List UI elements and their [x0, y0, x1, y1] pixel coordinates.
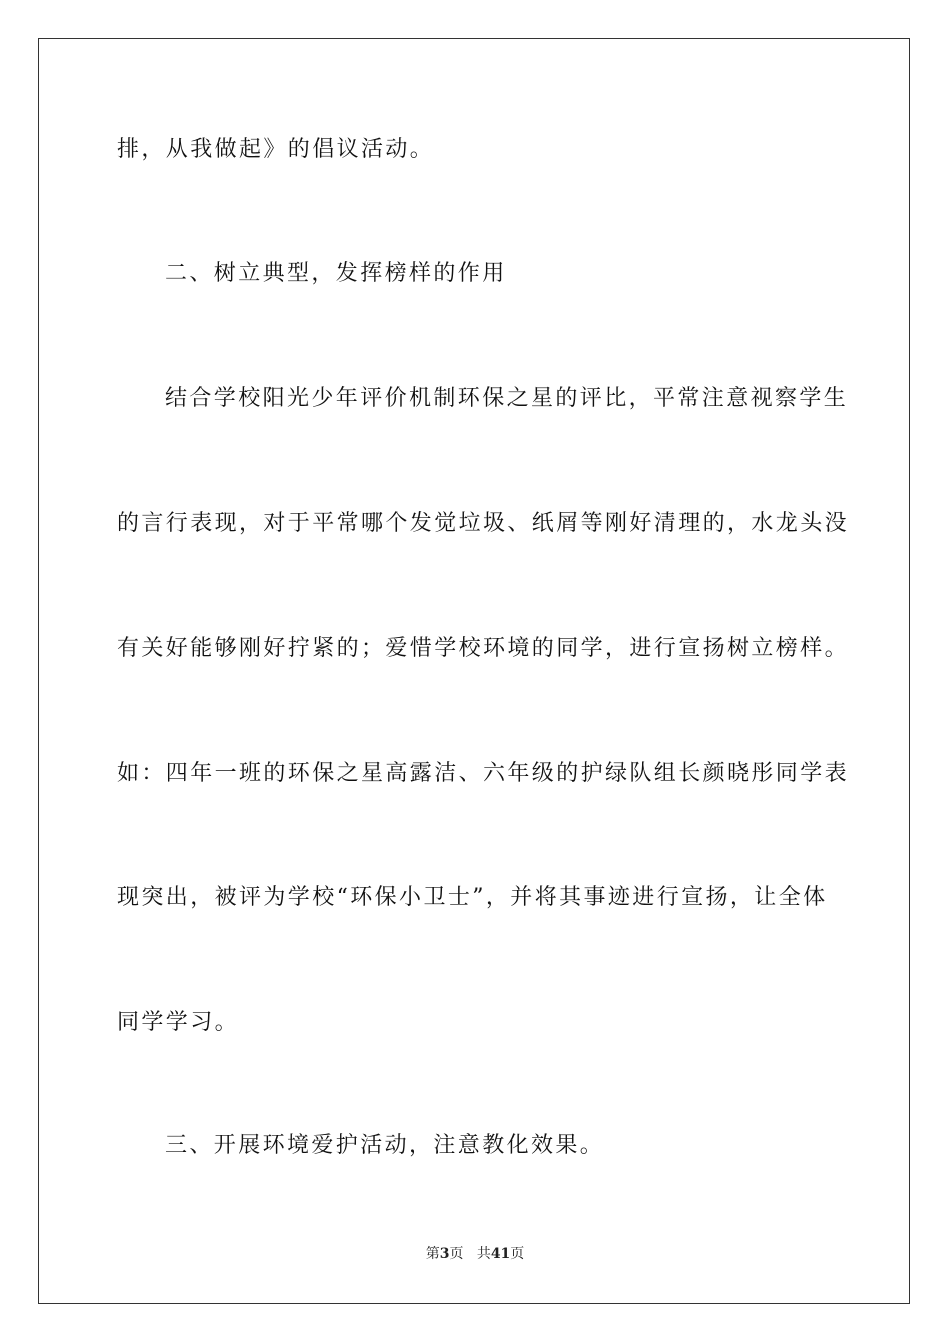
page-border — [38, 38, 910, 1304]
section-heading-2: 二、树立典型，发挥榜样的作用 — [165, 261, 507, 286]
footer-total-suffix: 页 — [510, 1246, 525, 1262]
body-line-1: 排，从我做起》的倡议活动。 — [117, 137, 435, 162]
page-footer — [0, 1244, 950, 1264]
body-line-3: 结合学校阳光少年评价机制环保之星的评比，平常注意视察学生 — [165, 386, 849, 411]
body-line-8: 同学学习。 — [117, 1010, 240, 1035]
footer-page-number: 3 — [439, 1246, 450, 1262]
footer-total-prefix: 共 — [476, 1246, 491, 1262]
section-heading-3: 三、开展环境爱护活动，注意教化效果。 — [165, 1133, 605, 1158]
body-line-7: 现突出，被评为学校“环保小卫士”，并将其事迹进行宣扬，让全体 — [117, 885, 828, 910]
body-line-4: 的言行表现，对于平常哪个发觉垃圾、纸屑等刚好清理的，水龙头没 — [117, 511, 850, 536]
footer-page-suffix: 页 — [449, 1246, 464, 1262]
footer-page-prefix: 第 — [425, 1246, 440, 1262]
body-line-5: 有关好能够刚好拧紧的；爱惜学校环境的同学，进行宣扬树立榜样。 — [117, 636, 850, 661]
footer-total-pages: 41 — [490, 1246, 511, 1262]
body-line-6: 如：四年一班的环保之星高露洁、六年级的护绿队组长颜晓彤同学表 — [117, 761, 850, 786]
